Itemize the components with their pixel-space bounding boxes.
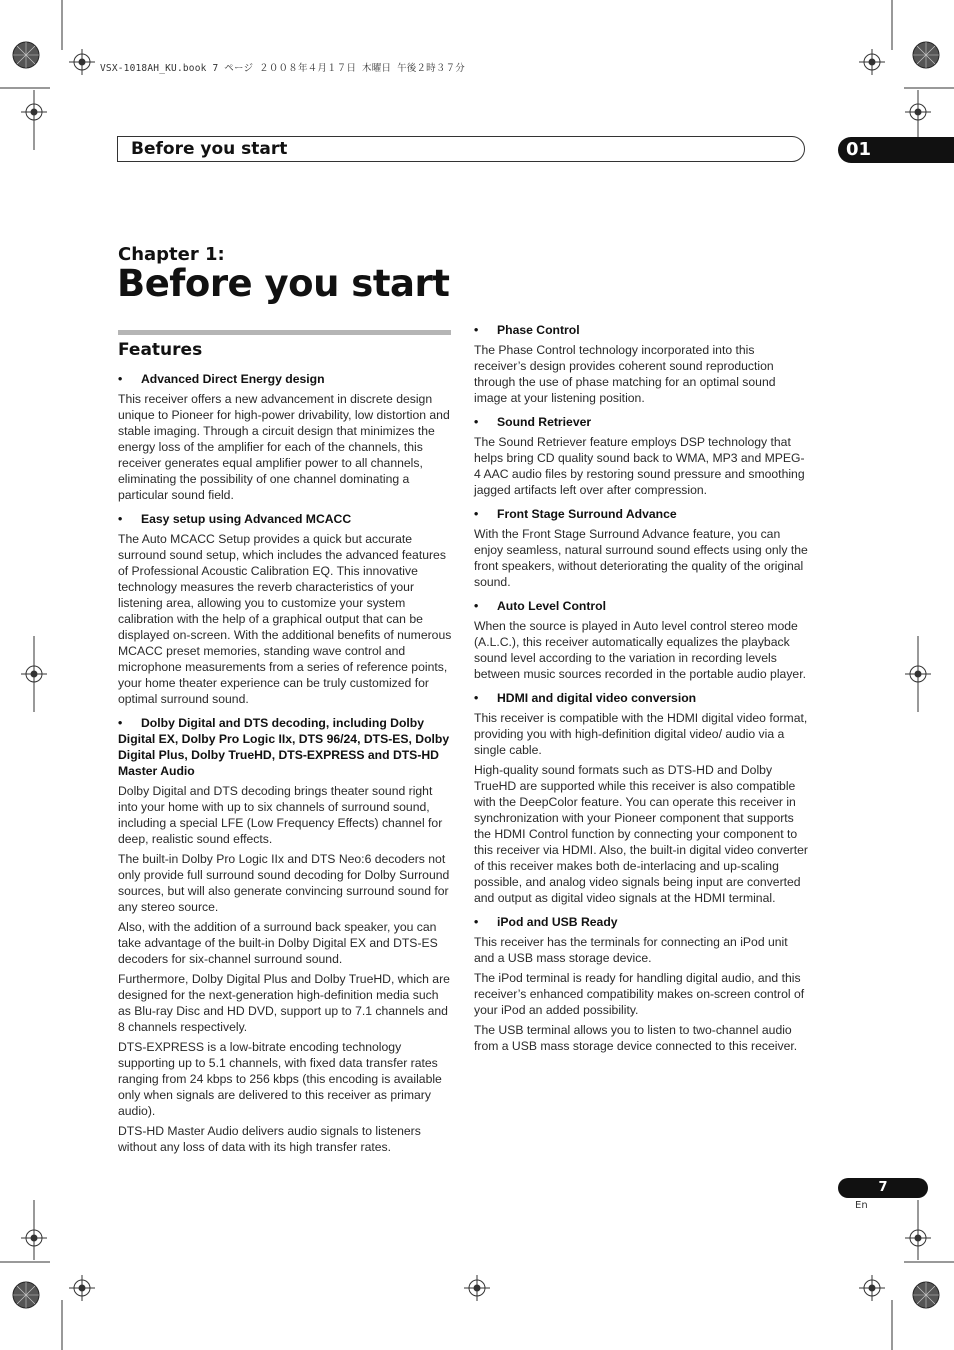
feature-text: When the source is played in Auto level control stereo mode (A.L.C.), this receiver automatically equalizes the playback sound level according to the variation in recording levels between music sources recorded in the portable audio player. — [474, 619, 806, 681]
feature-title: • HDMI and digital video conversion — [474, 691, 697, 705]
chapter-title: Before you start — [117, 262, 450, 305]
feature-text: High-quality sound formats such as DTS-HD and Dolby TrueHD are supported while this receiver is also compatible with the DeepColor feature. You can operate this receiver in synchronization with your Pioneer component that supports the HDMI Control function by connecting your component to this receiver via HDMI. Also, the built-in digital video converter of this receiver makes both de-interlacing and up-scaling possible, and analog video signals being input are converted and output as digital video signals at the HDMI terminal. — [474, 763, 808, 905]
feature-text: This receiver has the terminals for connecting an iPod unit and a USB mass storage device. — [474, 935, 788, 965]
feature-text: Also, with the addition of a surround back speaker, you can take advantage of the built-in Dolby Digital EX and DTS-ES decoders for six-channel surround sound. — [118, 920, 438, 966]
feature-text: DTS-HD Master Audio delivers audio signals to listeners without any loss of data with its high transfer rates. — [118, 1124, 421, 1154]
page-number: 7 — [838, 1178, 928, 1198]
left-column — [118, 371, 452, 1159]
section-rule — [118, 330, 451, 335]
feature-title: • Easy setup using Advanced MCACC — [118, 512, 352, 526]
feature-title: • Phase Control — [474, 323, 580, 337]
header-title: Before you start — [131, 139, 288, 159]
feature-title: • Sound Retriever — [474, 415, 592, 429]
feature-text: Dolby Digital and DTS decoding brings theater sound right into your home with up to six channels of surround sound, including a special LFE (Low Frequency Effects) channel for deep, realistic sound effects. — [118, 784, 443, 846]
feature-text: The iPod terminal is ready for handling digital audio, and this receiver’s enhanced compatibility makes on-screen control of your iPod an added possibility. — [474, 971, 805, 1017]
right-column — [474, 322, 808, 1058]
feature-text: The built-in Dolby Pro Logic IIx and DTS Neo:6 decoders not only provide full surround sound decoding for Dolby Surround sources, but will also generate convincing surround sound for any stereo source. — [118, 852, 450, 914]
feature-text: DTS-EXPRESS is a low-bitrate encoding technology supporting up to 5.1 channels, with fixed data transfer rates ranging from 24 kbps to 256 kbps (this encoding is available only when signals are delivered to this receiver as primary audio). — [118, 1040, 442, 1118]
feature-title: • Dolby Digital and DTS decoding, including Dolby Digital EX, Dolby Pro Logic IIx, DTS 96/24, DTS-ES, Dolby Digital Plus, Dolby TrueHD, DTS-EXPRESS and DTS-HD Master Audio — [118, 716, 450, 778]
feature-title: • Auto Level Control — [474, 599, 607, 613]
feature-text: This receiver offers a new advancement in discrete design unique to Pioneer for high-power drivability, low distortion and stable imaging. Through a circuit design that minimizes the energy loss of the amplifier for each of the channels, this receiver generates equal amplifier power to all channels, eliminating the possibility of one channel dominating a particular sound field. — [118, 392, 450, 502]
feature-text: The Auto MCACC Setup provides a quick but accurate surround sound setup, which includes the advanced features of Professional Acoustic Calibration EQ. This innovative technology measures the reverb characteristics of your listening area, allowing you to customize your system calibration with the help of a graphical output that can be displayed on-screen. With the additional benefits of numerous MCACC preset memories, standing wave control and microphone measurements from a series of reference points, your home theater experience can be truly customized for optimal surround sound. — [118, 532, 452, 706]
chapter-label: Chapter 1: — [118, 244, 225, 265]
feature-text: The USB terminal allows you to listen to two-channel audio from a USB mass storage device connected to this receiver. — [474, 1023, 798, 1053]
page-language: En — [855, 1200, 868, 1211]
section-heading: Features — [118, 340, 203, 360]
feature-text: The Sound Retriever feature employs DSP technology that helps bring CD quality sound back to WMA, MP3 and MPEG-4 AAC audio files by restoring sound pressure and smoothing jagged artifacts left over after compression. — [474, 435, 805, 497]
feature-title: • Advanced Direct Energy design — [118, 372, 325, 386]
feature-text: This receiver is compatible with the HDMI digital video format, providing you with high-definition digital video/ audio via a single cable. — [474, 711, 808, 757]
feature-text: Furthermore, Dolby Digital Plus and Dolby TrueHD, which are designed for the next-generation high-definition media such as Blu-ray Disc and HD DVD, support up to 7.1 channels and 8 channels respectively. — [118, 972, 450, 1034]
chapter-number-tab: 01 — [838, 137, 954, 163]
feature-text: The Phase Control technology incorporated into this receiver’s design provides coherent sound reproduction through the use of phase matching for an optimal sound image at your listening position. — [474, 343, 776, 405]
feature-title: • iPod and USB Ready — [474, 915, 618, 929]
print-info: VSX-1018AH_KU.book 7 ページ ２００８年４月１７日 木曜日 午後２時３７分 — [100, 63, 465, 74]
header-bar — [117, 136, 805, 162]
feature-title: • Front Stage Surround Advance — [474, 507, 677, 521]
feature-text: With the Front Stage Surround Advance feature, you can enjoy seamless, natural surround sound effects using only the front speakers, without deteriorating the quality of the original sound. — [474, 527, 808, 589]
